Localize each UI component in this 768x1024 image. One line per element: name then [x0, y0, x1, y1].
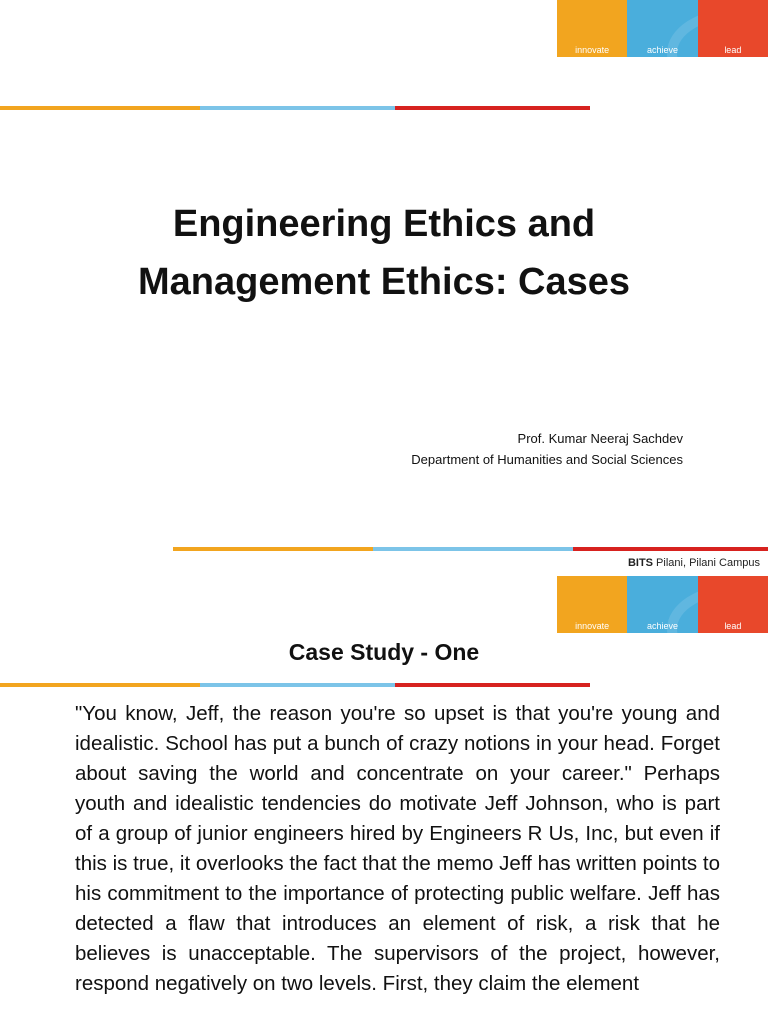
brand-achieve: achieve — [627, 576, 697, 633]
brand-achieve: achieve — [627, 0, 697, 57]
top-divider — [0, 106, 590, 110]
case-body-text: "You know, Jeff, the reason you're so upset is that you're young and idealistic. School has put a bunch of crazy notions in your head. Forget about saving the world and concentrate on your career." Perhaps youth and idealistic tendencies do motivate Jeff Johnson, who is part of a group of junior engineers hired by Engineers R Us, Inc, but even if this is true, it overlooks the fact that the memo Jeff has written points to his commitment to the importance of protecting public welfare. Jeff has detected a flaw that introduces an element of risk, a risk that he believes is unacceptable. The supervisors of the project, however, respond negatively on two levels. First, they claim the element — [75, 702, 720, 995]
case-slide — [0, 575, 768, 1024]
author-department: Department of Humanities and Social Sciences — [411, 452, 683, 467]
campus-footer — [628, 557, 760, 569]
brand-banner — [557, 0, 768, 57]
title-line-2: Management Ethics: Cases — [137, 261, 631, 303]
bottom-divider — [173, 547, 768, 551]
author-block — [411, 428, 683, 470]
slide-title — [40, 195, 728, 311]
top-divider — [0, 683, 590, 687]
brand-innovate: innovate — [557, 576, 627, 633]
brand-lead: lead — [698, 0, 768, 57]
brand-innovate: innovate — [557, 0, 627, 57]
case-heading: Case Study - One — [288, 639, 480, 665]
author-name: Prof. Kumar Neeraj Sachdev — [517, 431, 683, 446]
campus-rest: Pilani, Pilani Campus — [653, 557, 760, 569]
brand-lead: lead — [698, 576, 768, 633]
campus-bold: BITS — [627, 557, 653, 569]
title-line-1: Engineering Ethics and — [172, 203, 596, 245]
brand-banner — [557, 576, 768, 633]
